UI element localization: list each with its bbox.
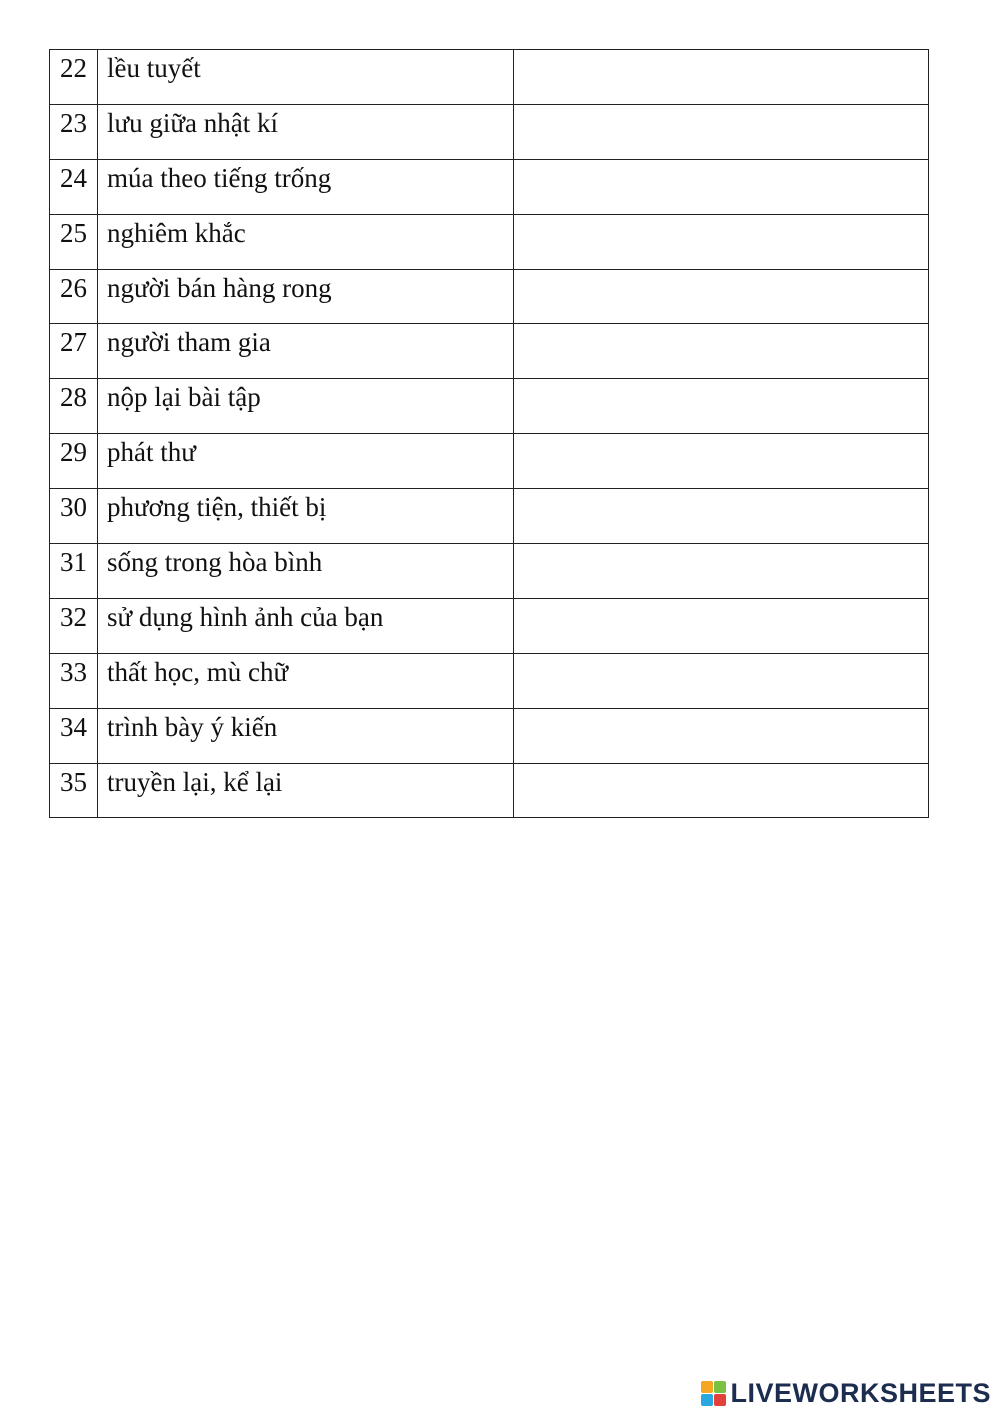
vietnamese-term: phát thư (98, 434, 514, 489)
liveworksheets-logo (701, 1380, 991, 1407)
answer-field[interactable] (514, 50, 929, 105)
table-row (50, 50, 929, 105)
table-row (50, 434, 929, 489)
row-number: 31 (50, 544, 98, 599)
answer-field[interactable] (514, 159, 929, 214)
vietnamese-term: lưu giữa nhật kí (98, 104, 514, 159)
vietnamese-term: lều tuyết (98, 50, 514, 105)
vietnamese-term: người tham gia (98, 324, 514, 379)
row-number: 27 (50, 324, 98, 379)
row-number: 33 (50, 653, 98, 708)
row-number: 29 (50, 434, 98, 489)
answer-field[interactable] (514, 324, 929, 379)
vocabulary-table-body (50, 50, 929, 818)
vietnamese-term: sống trong hòa bình (98, 544, 514, 599)
answer-field[interactable] (514, 544, 929, 599)
logo-square-1 (701, 1381, 713, 1393)
table-row (50, 489, 929, 544)
answer-field[interactable] (514, 214, 929, 269)
liveworksheets-logo-icon (701, 1381, 726, 1406)
answer-field[interactable] (514, 379, 929, 434)
logo-text: LIVEWORKSHEETS (730, 1378, 991, 1408)
row-number: 32 (50, 598, 98, 653)
table-row (50, 598, 929, 653)
table-row (50, 708, 929, 763)
row-number: 23 (50, 104, 98, 159)
answer-field[interactable] (514, 104, 929, 159)
vietnamese-term: nộp lại bài tập (98, 379, 514, 434)
logo-square-4 (714, 1394, 726, 1406)
logo-square-2 (714, 1381, 726, 1393)
table-row (50, 653, 929, 708)
table-row (50, 214, 929, 269)
vietnamese-term: nghiêm khắc (98, 214, 514, 269)
vietnamese-term: múa theo tiếng trống (98, 159, 514, 214)
logo-square-3 (701, 1394, 713, 1406)
vietnamese-term: người bán hàng rong (98, 269, 514, 324)
table-row (50, 269, 929, 324)
row-number: 35 (50, 763, 98, 818)
answer-field[interactable] (514, 269, 929, 324)
table-row (50, 544, 929, 599)
row-number: 26 (50, 269, 98, 324)
row-number: 24 (50, 159, 98, 214)
table-row (50, 159, 929, 214)
answer-field[interactable] (514, 489, 929, 544)
table-row (50, 763, 929, 818)
vietnamese-term: truyền lại, kể lại (98, 763, 514, 818)
table-row (50, 379, 929, 434)
vietnamese-term: trình bày ý kiến (98, 708, 514, 763)
vocabulary-table (49, 49, 929, 818)
row-number: 34 (50, 708, 98, 763)
vietnamese-term: thất học, mù chữ (98, 653, 514, 708)
row-number: 25 (50, 214, 98, 269)
answer-field[interactable] (514, 598, 929, 653)
row-number: 28 (50, 379, 98, 434)
row-number: 30 (50, 489, 98, 544)
table-row (50, 324, 929, 379)
answer-field[interactable] (514, 708, 929, 763)
answer-field[interactable] (514, 763, 929, 818)
vietnamese-term: phương tiện, thiết bị (98, 489, 514, 544)
answer-field[interactable] (514, 434, 929, 489)
table-row (50, 104, 929, 159)
answer-field[interactable] (514, 653, 929, 708)
row-number: 22 (50, 50, 98, 105)
vietnamese-term: sử dụng hình ảnh của bạn (98, 598, 514, 653)
